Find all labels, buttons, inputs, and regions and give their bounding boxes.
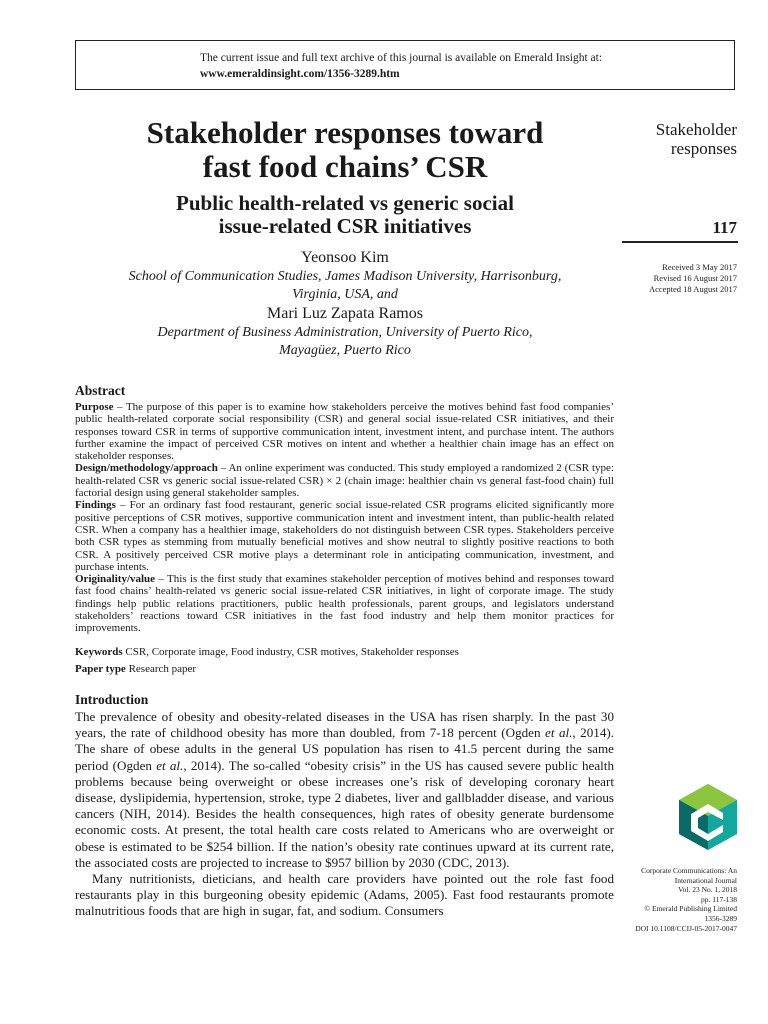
page-number: 117 [712, 218, 737, 237]
abstract-originality [75, 573, 614, 634]
et-al-italic: et al. [545, 725, 573, 741]
journal-citation [635, 866, 737, 933]
subtitle-line-1: Public health-related vs generic social [176, 191, 514, 215]
title-line-1: Stakeholder responses toward [146, 115, 544, 150]
citation-run: The prevalence of obesity and obesity-related diseases in the USA has risen sharply. In the past 30 years, the rate of childhood obesity has more than doubled, from 7-18 percent (Ogden [75, 709, 614, 741]
subtitle-line-2: issue-related CSR initiatives [218, 214, 472, 238]
introduction-body [75, 709, 614, 920]
affiliation-line-2: Mayagüez, Puerto Rico [279, 343, 411, 358]
journal-name-line-2: International Journal [674, 875, 737, 885]
page-rule-divider [622, 241, 738, 243]
notice-text: The current issue and full text archive of this journal is available on Emerald Insight at: [200, 52, 603, 64]
article-subtitle [75, 192, 615, 238]
findings-text: – For an ordinary fast food restaurant, generic social issue-related CSR programs elicited significantly more positive perceptions of CSR motives, supportive communication intent and investment intent, than public-health related CSR. When a company has a healthier image, stakeholders do not distinguish between CSR types. Stakeholders perceive both CSR types as stemming from mutually beneficial motives and show neutral to slightly positive reactions to both CSR. A positively perceived CSR motive plays a determinant role in anticipating communication, investment, and purchase intents. [75, 499, 614, 573]
purpose-label: Purpose [75, 401, 114, 413]
affiliation-line-1: School of Communication Studies, James Madison University, Harrisonburg, [128, 269, 562, 284]
emerald-logo-icon [676, 782, 740, 852]
article-title [75, 116, 615, 184]
author-name: Yeonsoo Kim [301, 249, 389, 266]
keywords-text: CSR, Corporate image, Food industry, CSR motives, Stakeholder responses [122, 646, 459, 658]
author-affiliation [75, 268, 615, 304]
paper-type [75, 663, 614, 676]
accepted-date: Accepted 18 August 2017 [648, 284, 737, 294]
affiliation-line-1: Department of Business Administration, University of Puerto Rico, [157, 325, 533, 340]
introduction-heading: Introduction [75, 692, 149, 707]
journal-name-line-1: Corporate Communications: An [641, 866, 737, 875]
abstract-heading: Abstract [75, 383, 126, 398]
originality-text: – This is the first study that examines stakeholder perception of motives behind and responses toward fast food chains’ health-related vs generic social issue-related CSR initiatives, in light of corporate image. The study findings help public relations practitioners, public health professionals, parent groups, and legislators understand stakeholders’ reactions toward CSR initiatives in the fast food industry and help them monitor practices for improvements. [75, 573, 614, 635]
abstract-findings [75, 499, 614, 573]
revised-date: Revised 16 August 2017 [653, 273, 737, 283]
journal-pages: pp. 117-138 [701, 894, 737, 904]
running-head [656, 120, 737, 158]
et-al-italic: et al. [156, 757, 184, 773]
journal-volume: Vol. 23 No. 1, 2018 [678, 885, 737, 895]
journal-issn: 1356-3289 [704, 913, 737, 923]
originality-label: Originality/value [75, 573, 156, 586]
title-line-2: fast food chains’ CSR [202, 149, 488, 184]
running-head-line-1: Stakeholder [655, 120, 737, 139]
paragraph [75, 709, 614, 871]
design-label: Design/methodology/approach [75, 462, 218, 475]
keywords-label: Keywords [75, 646, 123, 658]
running-head-line-2: responses [670, 139, 737, 158]
findings-label: Findings [75, 499, 116, 512]
abstract-purpose [75, 401, 614, 462]
paper-type-label: Paper type [75, 663, 126, 675]
author-affiliation [75, 324, 615, 360]
citation-run: , 2014). The share of obese adults in the general US population has risen to 41.5 percent during the same period (Ogden [75, 725, 615, 773]
paper-type-text: Research paper [125, 663, 197, 675]
publisher-logo [676, 782, 740, 852]
paragraph: Many nutritionists, dieticians, and health care providers have pointed out the role fast food restaurants play in this burgeoning obesity epidemic (Adams, 2005). Fast food restaurants promote malnutritious foods that are high in sugar, fat, and sodium. Consumers [75, 871, 614, 919]
design-text: – An online experiment was conducted. This study employed a randomized 2 (CSR type: health-related CSR vs generic social issue-related CSR) × 2 (chain image: healthier chain vs general fast-food chain) full factorial design using general stakeholder samples. [75, 462, 614, 500]
abstract-body [75, 401, 614, 635]
author-name: Mari Luz Zapata Ramos [267, 305, 423, 322]
journal-doi: DOI 10.1108/CCIJ-05-2017-0047 [635, 923, 737, 933]
submission-dates [649, 262, 737, 295]
affiliation-line-2: Virginia, USA, and [292, 287, 398, 302]
journal-copyright: © Emerald Publishing Limited [644, 904, 737, 914]
keywords [75, 646, 614, 659]
journal-notice-box [75, 40, 735, 90]
purpose-text: – The purpose of this paper is to examine how stakeholders perceive the motives behind fast food companies’ public health-related corporate social responsibility (CSR) and general social issue-related CSR initiatives, and their responses toward CSR in terms of supportive communication intent, investment intent, and purchase intent. The authors further examine the impact of perceived CSR motives on intent and whether a healthier chain image has an effect on stakeholder responses. [75, 401, 614, 463]
received-date: Received 3 May 2017 [662, 262, 737, 272]
abstract-design [75, 462, 614, 499]
journal-url-link[interactable]: www.emeraldinsight.com/1356-3289.htm [200, 68, 400, 80]
citation-run: , 2014). The so-called “obesity crisis” in the US has caused severe public health problems because being overweight or obese increases one’s risk of developing coronary heart disease, dyslipidemia, hypertension, stroke, type 2 diabetes, liver and gallbladder disease, and various cancers (NIH, 2014). Besides the health consequences, high rates of obesity generate burdensome economic costs. At present, the total health care costs related to Americans who are overweight or obese is estimated to be $254 billion. If the nation’s obesity rate continues upward at its current rate, the associated costs are projected to increase to $957 billion by 2030 (CDC, 2013). [75, 757, 614, 870]
